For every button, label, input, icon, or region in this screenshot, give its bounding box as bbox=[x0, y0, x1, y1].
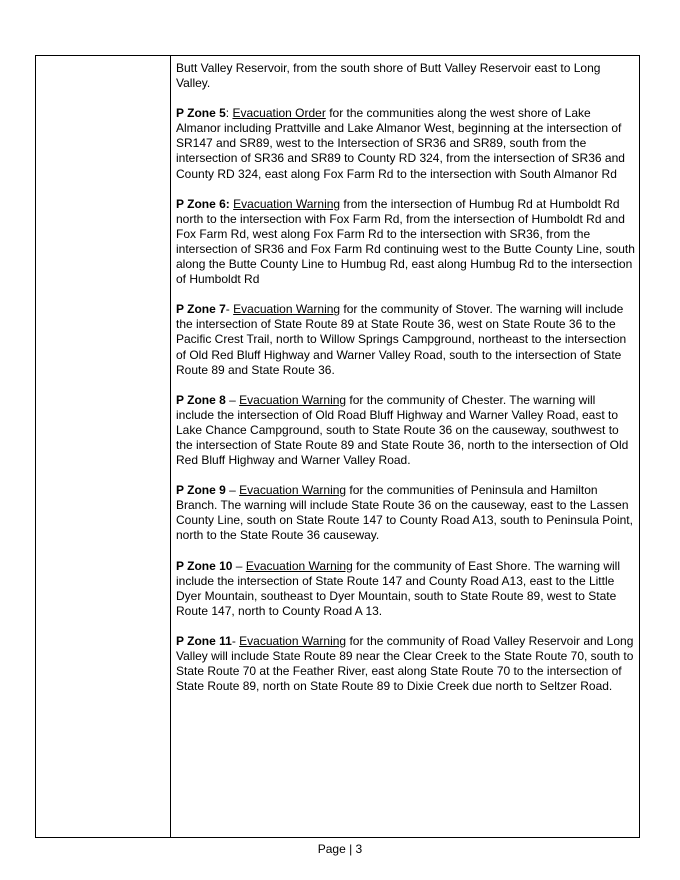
zone-9-paragraph bbox=[176, 483, 635, 543]
zone-description: for the communities of Peninsula and Hamilton Branch. The warning will include State Route 36 on the causeway, east to the Lassen County Line, south on State Route 147 to County Road A13, south to Peninsula Point, north to the State Route 36 causeway. bbox=[176, 483, 633, 543]
zone-separator: – bbox=[225, 483, 240, 498]
zone-heading: P Zone 9 bbox=[176, 483, 226, 498]
order-type: Evacuation Warning bbox=[233, 302, 341, 317]
zone-heading: P Zone 10 bbox=[176, 558, 233, 573]
page-number: Page | 3 bbox=[317, 842, 363, 856]
continuation-paragraph bbox=[176, 61, 635, 91]
zone-separator: : bbox=[225, 106, 233, 121]
zone-separator: - bbox=[231, 633, 240, 648]
zone-description: for the communities along the west shore of Lake Almanor including Prattville and Lake Almanor West, beginning at the intersection of SR147 and SR89, west to the Intersection of SR36 and SR89, south from the intersection of SR36 and SR89 to County RD 324, from the intersection of SR36 and County RD 324, east along Fox Farm Rd to the intersection with South Almanor Rd bbox=[176, 106, 625, 181]
table-left-column bbox=[36, 56, 171, 837]
zone-description: for the community of East Shore. The warning will include the intersection of State Route 147 and County Road A13, east to the Little Dyer Mountain, southeast to Dyer Mountain, south to State Route 89, west to State Route 147, north to County Road A 13. bbox=[176, 558, 620, 618]
zone-heading: P Zone 6: bbox=[176, 196, 230, 211]
zone-11-paragraph bbox=[176, 634, 635, 694]
order-type: Evacuation Warning bbox=[239, 392, 347, 407]
zone-heading: P Zone 11 bbox=[176, 633, 232, 648]
zone-description: from the intersection of Humbug Rd at Humboldt Rd north to the intersection with Fox Farm Rd, from the intersection of Humboldt Rd and Fox Farm Rd, west along Fox Farm Rd to the intersection with SR36, from the intersection of SR36 and Fox Farm Rd continuing west to the Butte County Line, south along the Butte County Line to Humbug Rd, east along Humbug Rd to the intersection of Humboldt Rd bbox=[176, 196, 635, 287]
zone-heading: P Zone 5 bbox=[176, 106, 226, 121]
zone-separator: – bbox=[225, 392, 240, 407]
zone-separator: – bbox=[232, 558, 246, 573]
zone-description: for the community of Stover. The warning will include the intersection of State Route 89 at State Route 36, west on State Route 36 to the Pacific Crest Trail, north to Willow Springs Campground, northeast to the intersection of Old Red Bluff Highway and Warner Valley Road, south to the intersection of State Route 89 and State Route 36. bbox=[176, 302, 627, 377]
order-type: Evacuation Order bbox=[232, 106, 326, 121]
zone-10-paragraph bbox=[176, 559, 635, 619]
document-table bbox=[35, 55, 640, 838]
order-type: Evacuation Warning bbox=[233, 196, 341, 211]
table-right-column bbox=[172, 56, 639, 837]
paragraph-text: Butt Valley Reservoir, from the south shore of Butt Valley Reservoir east to Long Valley. bbox=[176, 61, 601, 91]
zone-description: for the community of Road Valley Reservoir and Long Valley will include State Route 89 near the Clear Creek to the State Route 70, south to State Route 70 at the Feather River, east along State Route 70 to the intersection of State Route 89, north on State Route 89 to Dixie Creek due north to Seltzer Road. bbox=[176, 633, 634, 694]
zone-7-paragraph bbox=[176, 302, 635, 377]
zone-heading: P Zone 8 bbox=[176, 392, 226, 407]
zone-description: for the community of Chester. The warning will include the intersection of Old Road Bluff Highway and Warner Valley Road, east to Lake Chance Campground, south to State Route 36 on the causeway, southwest to the intersection of State Route 89 and State Route 36, north to the intersection of Old Red Bluff Highway and Warner Valley Road. bbox=[176, 392, 629, 468]
zone-5-paragraph bbox=[176, 106, 635, 181]
order-type: Evacuation Warning bbox=[239, 633, 347, 648]
zone-separator: - bbox=[225, 302, 234, 317]
order-type: Evacuation Warning bbox=[245, 558, 353, 573]
zone-heading: P Zone 7 bbox=[176, 302, 226, 317]
zone-6-paragraph bbox=[176, 197, 635, 288]
order-type: Evacuation Warning bbox=[239, 483, 347, 498]
zone-8-paragraph bbox=[176, 393, 635, 468]
